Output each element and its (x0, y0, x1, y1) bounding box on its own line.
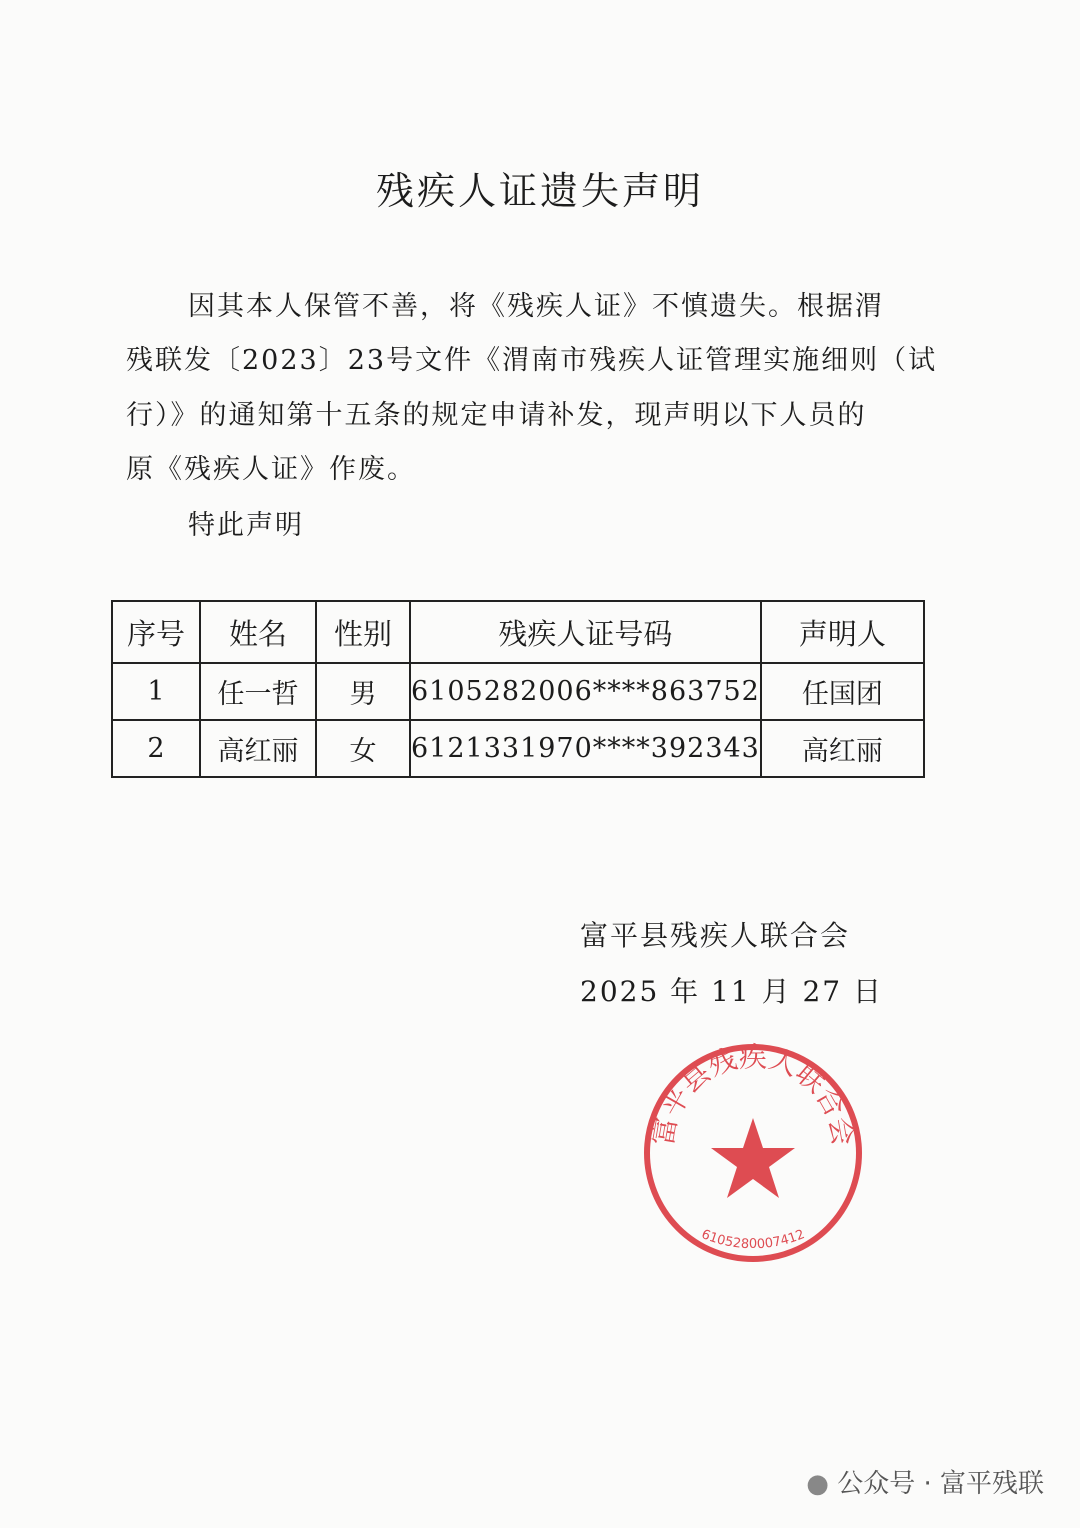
table-row (112, 663, 924, 720)
seal-code: 6105280007412 (699, 1227, 807, 1253)
official-seal (640, 1040, 866, 1266)
header-gender: 性别 (316, 601, 410, 663)
cell-gender: 女 (316, 720, 410, 777)
header-id-number: 残疾人证号码 (410, 601, 761, 663)
header-name: 姓名 (200, 601, 316, 663)
cell-index: 1 (112, 663, 200, 720)
closing-text: 特此声明 (188, 510, 304, 541)
signature-date: 2025 年 11 月 27 日 (580, 975, 884, 1008)
table-row (112, 720, 924, 777)
body-line: 因其本人保管不善，将《残疾人证》不慎遗失。根据渭 (188, 291, 884, 322)
document-title: 残疾人证遗失声明 (375, 169, 704, 213)
table-header-row (112, 601, 924, 663)
records-table (111, 600, 925, 778)
cell-declarant: 高红丽 (761, 720, 924, 777)
header-declarant: 声明人 (761, 601, 924, 663)
body-line: 原《残疾人证》作废。 (126, 454, 416, 485)
header-index: 序号 (112, 601, 200, 663)
star-icon (711, 1118, 795, 1198)
body-line: 行）》的通知第十五条的规定申请补发，现声明以下人员的 (126, 400, 867, 431)
cell-id-number: 6105282006****863752 (410, 663, 761, 720)
cell-index: 2 (112, 720, 200, 777)
signature-org: 富平县残疾人联合会 (580, 919, 851, 952)
watermark (806, 1463, 1044, 1500)
cell-name: 任一哲 (200, 663, 316, 720)
watermark-text: 公众号 · 富平残联 (837, 1469, 1044, 1499)
wechat-icon: ● (806, 1469, 829, 1499)
cell-id-number: 6121331970****392343 (410, 720, 761, 777)
cell-name: 高红丽 (200, 720, 316, 777)
cell-declarant: 任国团 (761, 663, 924, 720)
body-line: 残联发〔2023〕23号文件《渭南市残疾人证管理实施细则（试 (126, 345, 938, 376)
cell-gender: 男 (316, 663, 410, 720)
seal-text: 富平县残疾人联合会 (646, 1040, 860, 1148)
